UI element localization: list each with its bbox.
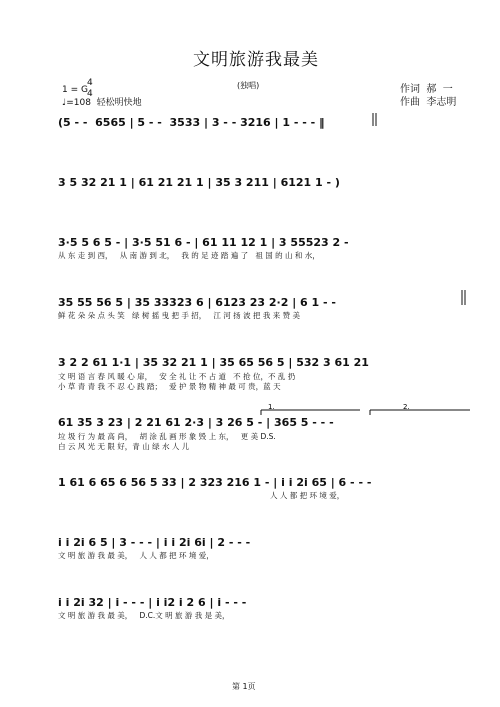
lyrics-line-8: 文 明 旅 游 我 最 美， 人 人 都 把 环 境 爱，	[58, 551, 214, 560]
notation-line-5: 3 2 2 61 1·1 | 35 32 21 1 | 35 65 56 5 | 532 3 61 21	[58, 356, 369, 369]
page-number: 第 1页	[232, 682, 256, 691]
notation-line-1: (5 - - 6565 | 5 - - 3533 | 3 - - 3216 | 1 - - - ‖	[58, 116, 325, 129]
notation-line-3: 3·5 5 6 5 - | 3·5 51 6 - | 61 11 12 1 | 3 55523 2 -	[58, 236, 349, 249]
time-signature-denominator: 4	[87, 89, 93, 99]
notation-line-6: 61 35 3 23 | 2 21 61 2·3 | 3 26 5 - | 365 5 - - -	[58, 416, 334, 429]
composer-credit: 作曲 李志明	[400, 97, 457, 108]
key-signature: 1 = G	[62, 85, 88, 95]
song-title: 文明旅游我最美	[193, 50, 319, 70]
notation-line-4: 35 55 56 5 | 35 33323 6 | 6123 23 2·2 | 6 1 - -	[58, 296, 336, 309]
svg-text:1.: 1.	[268, 403, 275, 411]
lyricist-credit: 作词 郝 一	[400, 84, 453, 95]
lyrics-line-5a: 文 明 语 言 春 风 暖 心 扉， 安 全 礼 让 不 占 道 不 抢 位，不 乱 扔	[58, 372, 296, 381]
lyrics-line-6b: 白 云 风 光 无 限 好，青 山 绿 水 人 儿	[58, 442, 190, 451]
lyrics-line-3: 从 东 走 到 西， 从 南 游 到 北， 我 的 足 迹 踏 遍 了 祖 国 的 山 和 水，	[58, 251, 320, 260]
notation-line-9: i i 2i 32 | i - - - | i i2 i 2 6 | i - - -	[58, 596, 247, 609]
notation-line-8: i i 2i 6 5 | 3 - - - | i i 2i 6i | 2 - - -	[58, 536, 251, 549]
notation-line-7: 1 61 6 65 6 56 5 33 | 2 323 216 1 - | i i 2i 65 | 6 - - -	[58, 476, 372, 489]
tempo-marking: ♩=108 轻松明快地	[62, 98, 142, 108]
lyrics-line-9: 文 明 旅 游 我 最 美， D.C.文 明 旅 游 我 是 美，	[58, 611, 230, 620]
svg-text:2.: 2.	[403, 403, 410, 411]
lyrics-line-5b: 小 草 青 青 我 不 忍 心 践 踏； 爱 护 景 物 精 神 最 可 贵，蓝 天	[58, 382, 281, 391]
lyrics-line-6a: 垃 圾 行 为 最 高 尚， 胡 涂 乱 画 形 象 毁 上 东， 更 美 D.S.	[58, 432, 276, 441]
lyrics-line-4: 鲜 花 朵 朵 点 头 笑 绿 树 摇 曳 把 手 招， 江 河 扬 波 把 我 来 赞 美	[58, 311, 300, 320]
notation-line-2: 3 5 32 21 1 | 61 21 21 1 | 35 3 211 | 6121 1 - )	[58, 176, 340, 189]
lyrics-line-7: 人 人 都 把 环 境 爱，	[270, 491, 345, 500]
performance-note: (独唱)	[237, 81, 260, 90]
time-signature-numerator: 4	[87, 78, 93, 88]
